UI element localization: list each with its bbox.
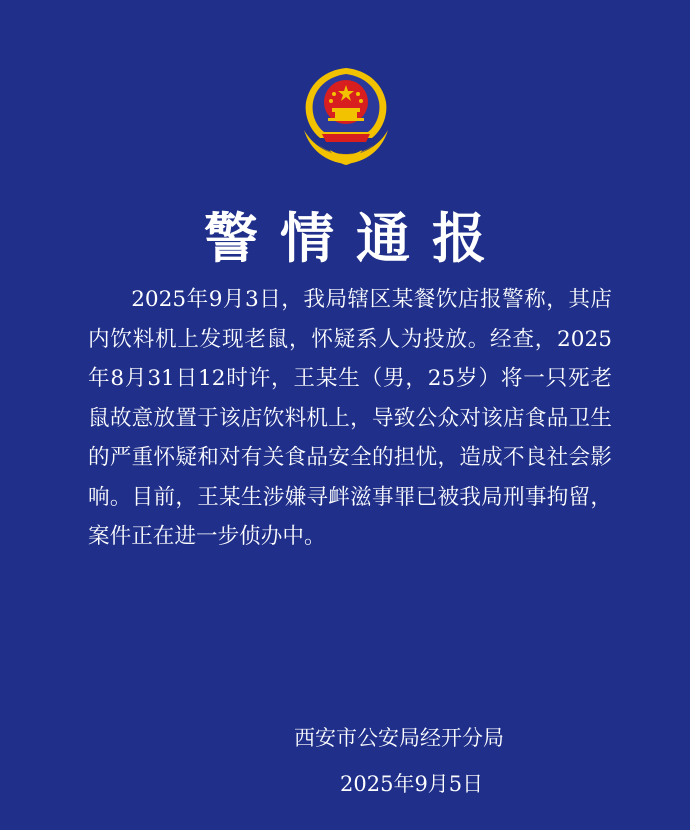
police-emblem-icon bbox=[296, 64, 396, 168]
issuer-name: 西安市公安局经开分局 bbox=[294, 726, 504, 750]
issue-date: 2025年9月5日 bbox=[340, 772, 484, 796]
notice-title: 警情通报 bbox=[204, 207, 508, 270]
notice-body: 2025年9月3日，我局辖区某餐饮店报警称，其店内饮料机上发现老鼠，怀疑系人为投放。经查，2025年8月31日12时许，王某生（男，25岁）将一只死老鼠故意放置于该店饮料机上，导致公众对该店食品卫生的严重怀疑和对有关食品安全的担忧，造成不良社会影响。目前，王某生涉嫌寻衅滋事罪已被我局刑事拘留，案件正在进一步侦办中。 bbox=[88, 287, 612, 549]
